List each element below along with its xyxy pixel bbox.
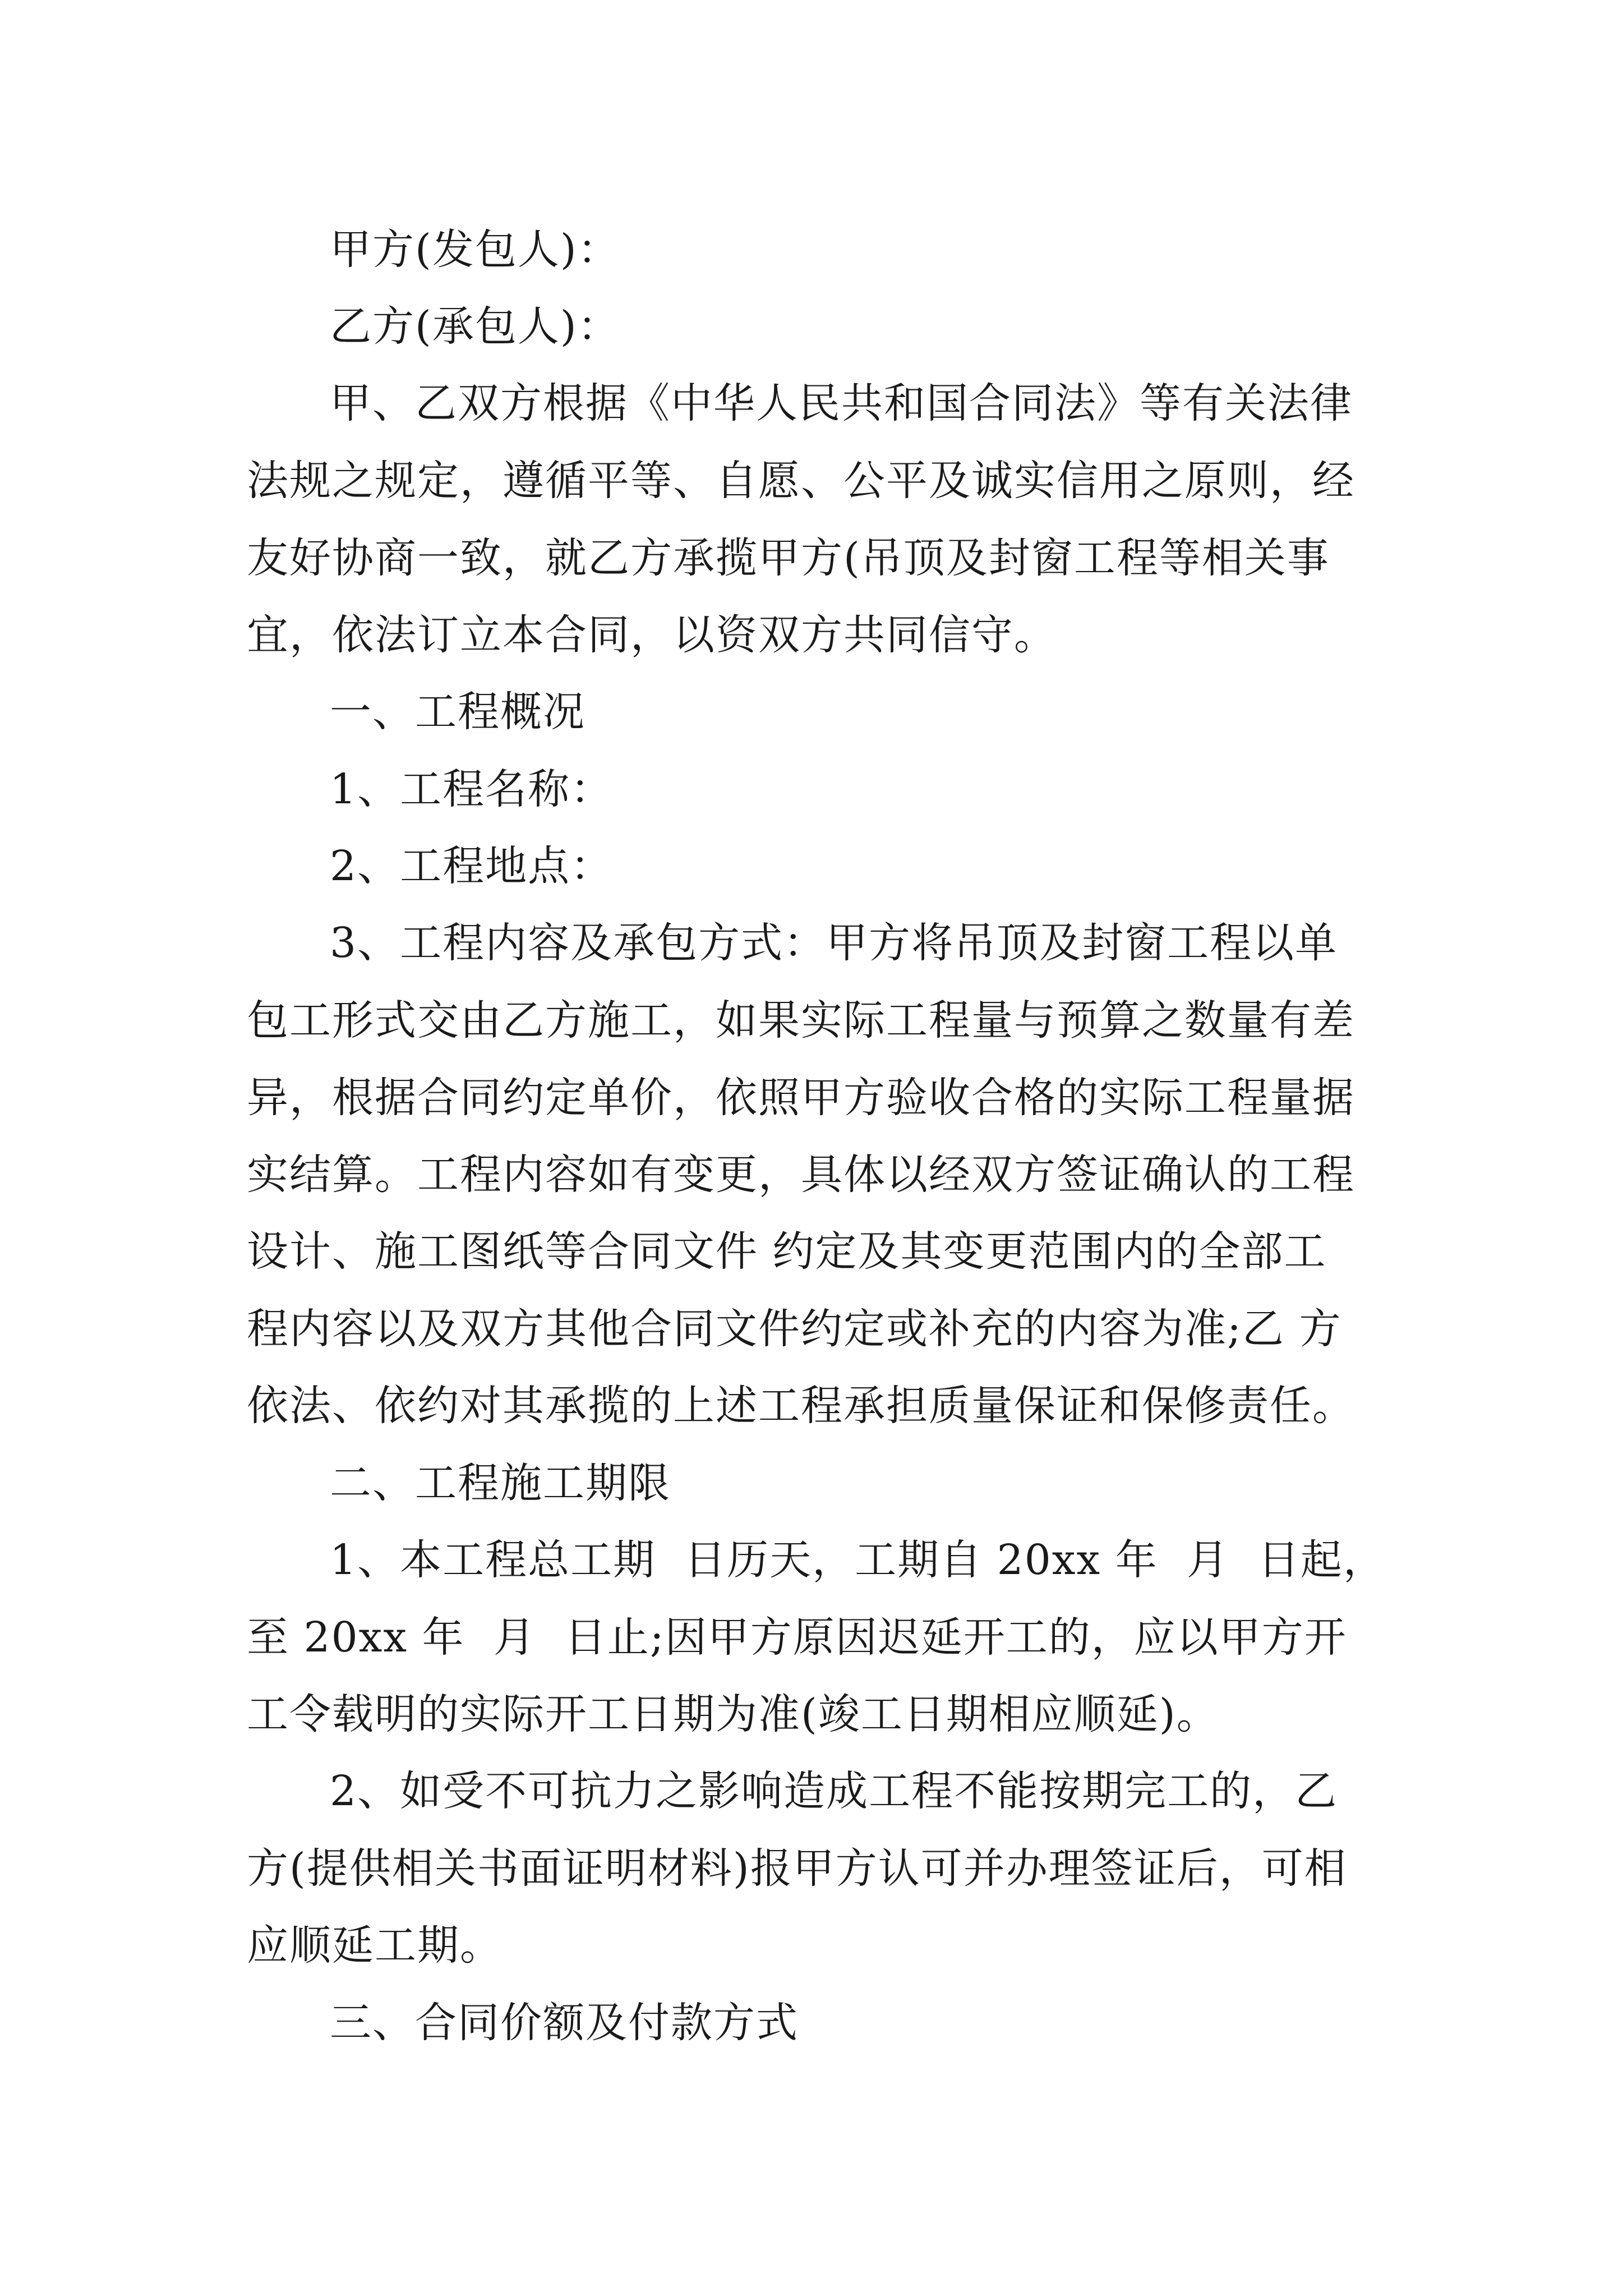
force-majeure-line-3: 应顺延工期。 <box>247 1921 502 1970</box>
preamble-line-1: 甲、乙双方根据《中华人民共和国合同法》等有关法律 <box>330 379 1353 427</box>
period-line-1: 1、本工程总工期 日历天，工期自 20xx 年 月 日起， <box>330 1536 1386 1584</box>
party-b-line: 乙方(承包人)： <box>330 302 620 351</box>
force-majeure-line-2: 方(提供相关书面证明材料)报甲方认可并办理签证后，可相 <box>247 1844 1347 1893</box>
section-1-heading: 一、工程概况 <box>330 688 585 736</box>
preamble-line-2: 法规之规定，遵循平等、自愿、公平及诚实信用之原则，经 <box>247 457 1355 505</box>
preamble-line-3: 友好协商一致，就乙方承揽甲方(吊顶及封窗工程等相关事 <box>247 534 1330 582</box>
scope-line-2: 包工形式交由乙方施工，如果实际工程量与预算之数量有差 <box>247 996 1355 1045</box>
project-location-line: 2、工程地点： <box>330 842 614 890</box>
scope-line-4: 实结算。工程内容如有变更，具体以经双方签证确认的工程 <box>247 1151 1355 1199</box>
period-line-3: 工令载明的实际开工日期为准(竣工日期相应顺延)。 <box>247 1690 1219 1738</box>
scope-line-7: 依法、依约对其承揽的上述工程承担质量保证和保修责任。 <box>247 1382 1355 1430</box>
party-a-line: 甲方(发包人)： <box>330 226 620 274</box>
scope-line-1: 3、工程内容及承包方式：甲方将吊顶及封窗工程以单 <box>330 919 1338 967</box>
scope-line-6: 程内容以及双方其他合同文件约定或补充的内容为准;乙 方 <box>247 1305 1342 1353</box>
section-2-heading: 二、工程施工期限 <box>330 1459 671 1507</box>
force-majeure-line-1: 2、如受不可抗力之影响造成工程不能按期完工的，乙 <box>330 1767 1338 1815</box>
period-line-2: 至 20xx 年 月 日止;因甲方原因迟延开工的，应以甲方开 <box>247 1613 1347 1662</box>
section-3-heading: 三、合同价额及付款方式 <box>330 1999 799 2047</box>
project-name-line: 1、工程名称： <box>330 765 614 813</box>
preamble-line-4: 宜，依法订立本合同，以资双方共同信守。 <box>247 611 1057 659</box>
scope-line-3: 异，根据合同约定单价，依照甲方验收合格的实际工程量据 <box>247 1074 1355 1122</box>
scope-line-5: 设计、施工图纸等合同文件 约定及其变更范围内的全部工 <box>247 1227 1327 1276</box>
